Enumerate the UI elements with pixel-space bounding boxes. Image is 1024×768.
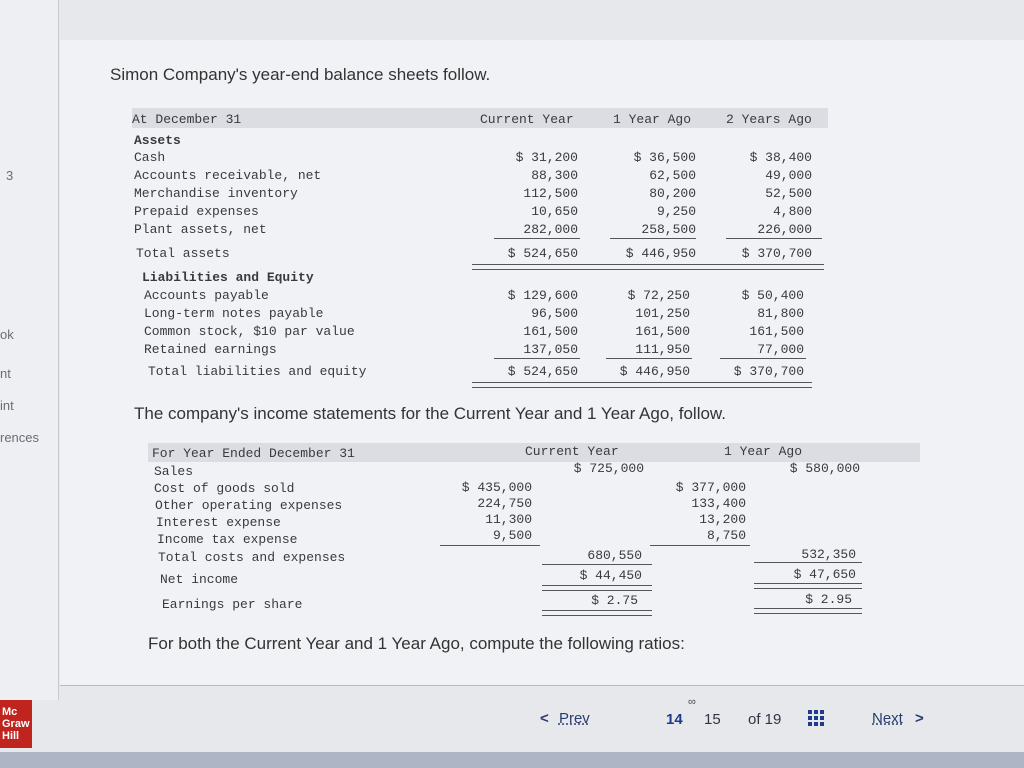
cell-value: $ 36,500: [633, 150, 696, 165]
cell-value: $ 44,450: [579, 568, 642, 583]
row-label: Merchandise inventory: [134, 186, 298, 201]
is-header-current: Current Year: [525, 444, 619, 459]
cell-value: $ 446,950: [625, 246, 696, 261]
cell-value: $ 370,700: [733, 364, 804, 379]
page-15-button[interactable]: 15: [704, 711, 721, 728]
logo-line: Hill: [2, 730, 20, 742]
cell-value: 49,000: [765, 168, 812, 183]
grid-icon[interactable]: [808, 710, 824, 726]
total-double-rule: [472, 264, 824, 270]
logo-line: Mc: [2, 706, 18, 718]
cell-value: 161,500: [635, 324, 690, 339]
cell-value: 80,200: [649, 186, 696, 201]
cell-value: $ 2.75: [591, 593, 638, 608]
bs-header-2yr: 2 Years Ago: [726, 112, 812, 127]
total-liab-label: Total liabilities and equity: [148, 364, 367, 379]
cell-value: $ 377,000: [675, 480, 746, 495]
cell-value: $ 524,650: [507, 246, 578, 261]
total-double-rule: [542, 610, 652, 616]
cell-value: 81,800: [757, 306, 804, 321]
subtotal-rule: [726, 238, 822, 239]
chevron-right-icon: >: [915, 710, 924, 727]
cell-value: 11,300: [485, 512, 532, 527]
subtotal-rule: [720, 358, 806, 359]
intro-text: Simon Company's year-end balance sheets follow.: [110, 65, 491, 84]
row-label: Income tax expense: [157, 532, 298, 547]
cell-value: 224,750: [477, 496, 532, 511]
is-header-label: For Year Ended December 31: [152, 446, 355, 461]
next-label: Next: [872, 710, 903, 727]
assets-heading: Assets: [134, 133, 181, 148]
row-label: Interest expense: [156, 515, 281, 530]
chevron-left-icon: <: [540, 710, 549, 727]
subtotal-rule: [754, 562, 862, 563]
publisher-logo: [0, 700, 32, 748]
prev-label: Prev: [558, 710, 590, 727]
income-intro-text: The company's income statements for the Current Year and 1 Year Ago, follow.: [134, 404, 726, 423]
cell-value: 9,250: [656, 204, 696, 219]
logo-line: Graw: [2, 718, 30, 730]
total-assets-label: Total assets: [136, 246, 230, 261]
cell-value: 4,800: [772, 204, 812, 219]
cell-value: 52,500: [765, 186, 812, 201]
cell-value: 161,500: [523, 324, 578, 339]
link-icon: ∞: [688, 696, 696, 708]
bs-header-label: At December 31: [132, 112, 242, 127]
liabilities-heading: Liabilities and Equity: [142, 270, 314, 285]
page-total: of 19: [748, 711, 782, 728]
cell-value: 77,000: [757, 342, 804, 357]
cell-value: $ 725,000: [573, 461, 644, 476]
cell-value: 9,500: [492, 528, 532, 543]
cell-value: $ 129,600: [507, 288, 578, 303]
is-header-1yr: 1 Year Ago: [724, 444, 803, 459]
cell-value: $ 435,000: [461, 480, 532, 495]
cell-value: 133,400: [691, 496, 746, 511]
instruction-text: For both the Current Year and 1 Year Ago, compute the following ratios:: [148, 634, 685, 653]
cell-value: $ 524,650: [507, 364, 578, 379]
sidebar-label: nt: [0, 366, 11, 381]
cell-value: 226,000: [757, 222, 812, 237]
sidebar-label: rences: [0, 430, 40, 445]
subtotal-rule: [650, 545, 750, 546]
question-content: [60, 40, 1024, 686]
row-label: Accounts receivable, net: [134, 168, 322, 183]
cell-value: 8,750: [706, 528, 746, 543]
cell-value: $ 580,000: [789, 461, 860, 476]
sidebar-label: ok: [0, 327, 14, 342]
subtotal-rule: [606, 358, 692, 359]
subtotal-rule: [494, 238, 580, 239]
cell-value: $ 38,400: [749, 150, 812, 165]
row-label: Long-term notes payable: [144, 306, 324, 321]
sidebar-label: int: [0, 398, 14, 413]
cell-value: 258,500: [641, 222, 696, 237]
cell-value: $ 50,400: [741, 288, 804, 303]
cell-value: $ 31,200: [515, 150, 578, 165]
cell-value: $ 2.95: [805, 592, 852, 607]
total-double-rule: [754, 583, 862, 589]
cell-value: $ 47,650: [793, 567, 856, 582]
cell-value: $ 72,250: [627, 288, 690, 303]
next-button[interactable]: [872, 710, 924, 727]
cell-value: 10,650: [531, 204, 578, 219]
cell-value: 532,350: [801, 547, 856, 562]
bs-header-current: Current Year: [480, 112, 574, 127]
total-double-rule: [472, 382, 812, 388]
cell-value: 88,300: [531, 168, 578, 183]
sidebar: [0, 0, 59, 700]
cell-value: 96,500: [531, 306, 578, 321]
row-label: Sales: [154, 464, 194, 479]
row-label: Total costs and expenses: [158, 550, 346, 565]
cell-value: 111,950: [635, 342, 690, 357]
bs-header-1yr: 1 Year Ago: [613, 112, 692, 127]
cell-value: 13,200: [699, 512, 746, 527]
subtotal-rule: [542, 564, 652, 565]
cell-value: $ 446,950: [619, 364, 690, 379]
cell-value: $ 370,700: [741, 246, 812, 261]
cell-value: 62,500: [649, 168, 696, 183]
row-label: Cash: [134, 150, 166, 165]
cell-value: 101,250: [635, 306, 690, 321]
subtotal-rule: [440, 545, 540, 546]
row-label: Other operating expenses: [155, 498, 343, 513]
row-label: Accounts payable: [144, 288, 269, 303]
page-14-button[interactable]: 14: [666, 711, 683, 728]
cell-value: 112,500: [523, 186, 578, 201]
row-label: Common stock, $10 par value: [144, 324, 355, 339]
row-label: Prepaid expenses: [134, 204, 259, 219]
subtotal-rule: [494, 358, 580, 359]
row-label: Retained earnings: [144, 342, 277, 357]
total-double-rule: [754, 608, 862, 614]
pagination-bar: [60, 690, 1024, 750]
sidebar-label: 3: [6, 168, 14, 183]
row-label: Cost of goods sold: [154, 481, 295, 496]
row-label: Earnings per share: [162, 597, 303, 612]
row-label: Net income: [160, 572, 239, 587]
prev-button[interactable]: [540, 710, 590, 727]
taskbar: [0, 752, 1024, 768]
cell-value: 137,050: [523, 342, 578, 357]
total-double-rule: [542, 585, 652, 591]
cell-value: 282,000: [523, 222, 578, 237]
cell-value: 680,550: [587, 548, 642, 563]
subtotal-rule: [610, 238, 696, 239]
cell-value: 161,500: [749, 324, 804, 339]
row-label: Plant assets, net: [134, 222, 267, 237]
